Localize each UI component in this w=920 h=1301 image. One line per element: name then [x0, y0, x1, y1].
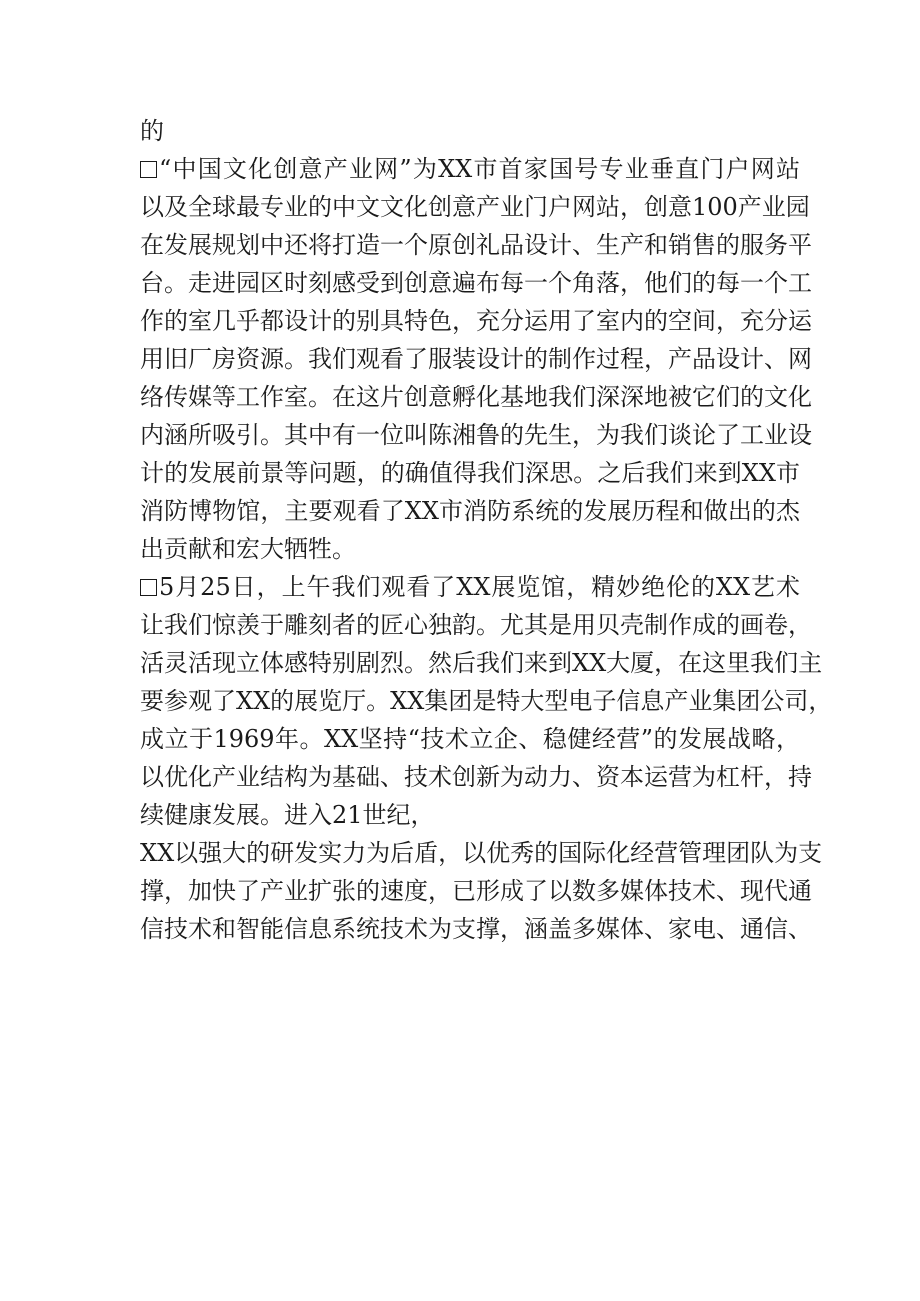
- text-line-content: 5月25日，上午我们观看了XX展览馆，精妙绝伦的XX艺术: [159, 573, 800, 601]
- text-line-content: 出贡献和宏大牺牲。: [140, 535, 356, 563]
- text-line: [140, 302, 812, 340]
- text-line-content: 计的发展前景等问题，的确值得我们深思。之后我们来到XX市: [140, 459, 800, 487]
- body-text: [140, 112, 833, 948]
- text-line-content: 的: [140, 117, 164, 145]
- checkbox-square-icon: [140, 161, 157, 178]
- text-line: [140, 644, 823, 682]
- text-line: [140, 910, 812, 948]
- text-line-content: 台。走进园区时刻感受到创意遍布每一个角落，他们的每一个工: [140, 269, 812, 297]
- text-line-content: 要参观了XX的展览厅。XX集团是特大型电子信息产业集团公司，: [140, 687, 833, 715]
- text-line-content: 络传媒等工作室。在这片创意孵化基地我们深深地被它们的文化: [140, 383, 812, 411]
- text-line-content: 在发展规划中还将打造一个原创礼品设计、生产和销售的服务平: [140, 231, 812, 259]
- text-line: [140, 188, 810, 226]
- text-line-content: 内涵所吸引。其中有一位叫陈湘鲁的先生，为我们谈论了工业设: [140, 421, 812, 449]
- text-line: [140, 492, 800, 530]
- text-line: [140, 758, 812, 796]
- text-line-content: 让我们惊羡于雕刻者的匠心独韵。尤其是用贝壳制作成的画卷，: [140, 611, 812, 639]
- text-line: [140, 416, 812, 454]
- text-line-content: 消防博物馆，主要观看了XX市消防系统的发展历程和做出的杰: [140, 497, 800, 525]
- text-line: [140, 340, 812, 378]
- text-line: [140, 682, 833, 720]
- text-line: [140, 834, 823, 872]
- text-line: [140, 112, 800, 150]
- text-line: [140, 378, 812, 416]
- text-line-content: 活灵活现立体感特别剧烈。然后我们来到XX大厦，在这里我们主: [140, 649, 823, 677]
- text-line-content: 作的室几乎都设计的别具特色，充分运用了室内的空间，充分运: [140, 307, 812, 335]
- text-line-content: 成立于1969年。XX坚持“技术立企、稳健经营”的发展战略，: [140, 725, 800, 753]
- text-line: [140, 530, 800, 568]
- text-line-content: 以及全球最专业的中文文化创意产业门户网站，创意100产业园: [140, 193, 810, 221]
- text-line: [140, 226, 812, 264]
- text-line: [140, 150, 800, 188]
- text-line-content: 续健康发展。进入21世纪，: [140, 801, 435, 829]
- text-line-content: 以优化产业结构为基础、技术创新为动力、资本运营为杠杆，持: [140, 763, 812, 791]
- text-line: [140, 796, 800, 834]
- text-line: [140, 264, 812, 302]
- text-line: [140, 606, 812, 644]
- text-line-content: XX以强大的研发实力为后盾，以优秀的国际化经营管理团队为支: [140, 839, 823, 867]
- text-line: [140, 720, 800, 758]
- text-line-content: “中国文化创意产业网”为XX市首家国号专业垂直门户网站: [159, 155, 800, 183]
- text-line: [140, 872, 812, 910]
- text-line-content: 信技术和智能信息系统技术为支撑，涵盖多媒体、家电、通信、: [140, 915, 812, 943]
- text-line-content: 撑，加快了产业扩张的速度，已形成了以数多媒体技术、现代通: [140, 877, 812, 905]
- text-line-content: 用旧厂房资源。我们观看了服装设计的制作过程，产品设计、网: [140, 345, 812, 373]
- text-line: [140, 454, 800, 492]
- checkbox-square-icon: [140, 579, 157, 596]
- text-line: [140, 568, 800, 606]
